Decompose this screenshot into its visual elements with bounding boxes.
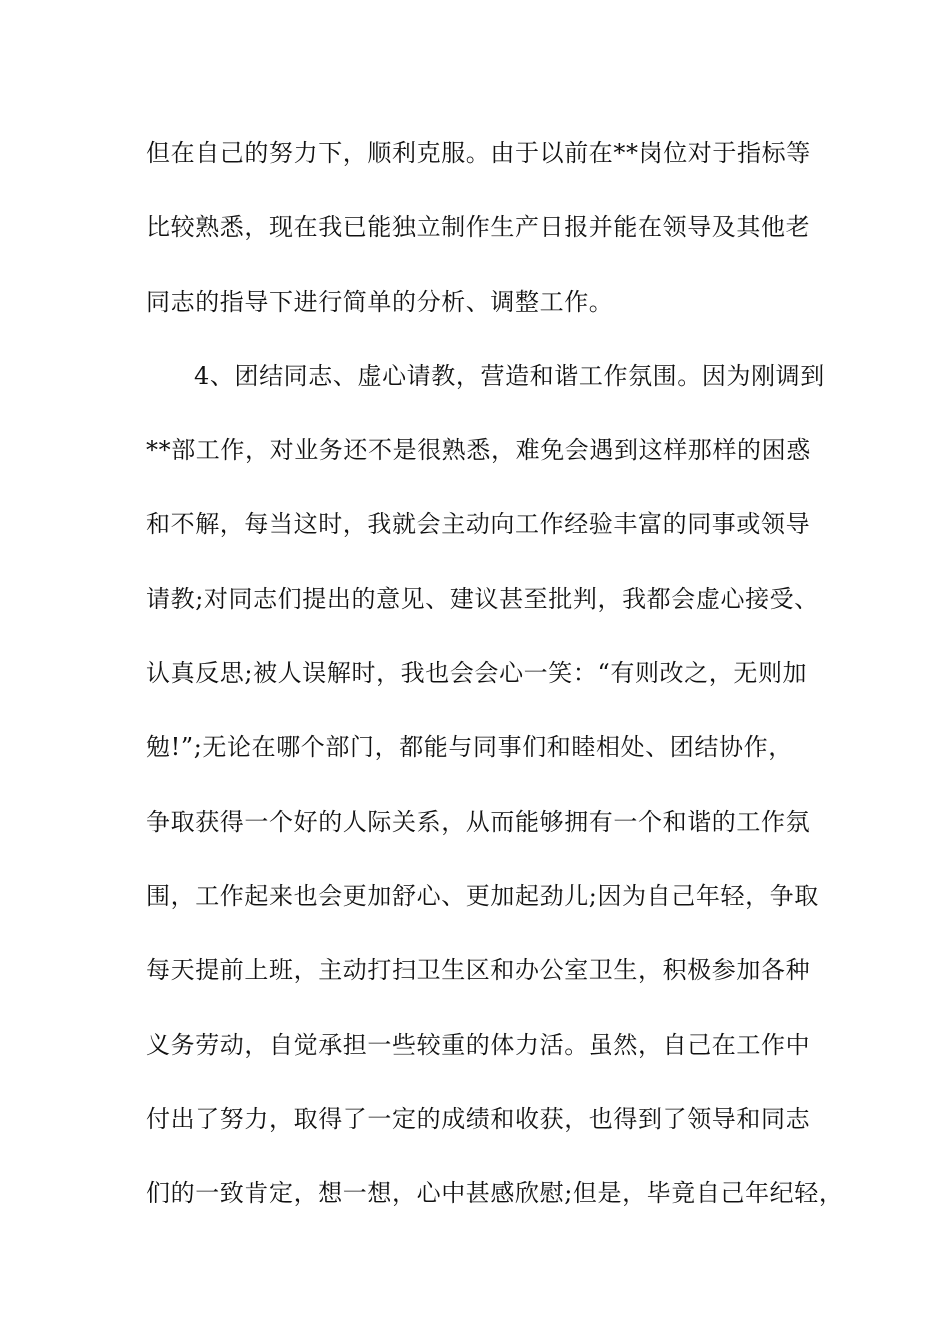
text-line: 付出了努力，取得了一定的成绩和收获，也得到了领导和同志 xyxy=(146,1104,811,1133)
text-line: 但在自己的努力下，顺利克服。由于以前在**岗位对于指标等 xyxy=(146,139,811,167)
text-line: 同志的指导下进行简单的分析、调整工作。 xyxy=(146,287,614,316)
text-line: 争取获得一个好的人际关系，从而能够拥有一个和谐的工作氛 xyxy=(146,807,811,836)
text-line: 认真反思;被人误解时，我也会会心一笑：“有则改之，无则加 xyxy=(146,659,808,688)
text-line: 和不解，每当这时，我就会主动向工作经验丰富的同事或领导 xyxy=(146,510,811,539)
text-line: 比较熟悉，现在我已能独立制作生产日报并能在领导及其他老 xyxy=(146,213,811,242)
text-line: 请教;对同志们提出的意见、建议甚至批判，我都会虚心接受、 xyxy=(146,584,819,613)
text-line: 义务劳动，自觉承担一些较重的体力活。虽然，自己在工作中 xyxy=(146,1030,811,1059)
text-line: 勉!”;无论在哪个部门，都能与同事们和睦相处、团结协作， xyxy=(146,733,793,762)
text-line: 每天提前上班，主动打扫卫生区和办公室卫生，积极参加各种 xyxy=(146,956,811,985)
text-line: **部工作，对业务还不是很熟悉，难免会遇到这样那样的困惑 xyxy=(146,436,811,465)
text-line: 围，工作起来也会更加舒心、更加起劲儿;因为自己年轻，争取 xyxy=(146,881,819,910)
paragraph-4-first-line: 4、团结同志、虚心请教，营造和谐工作氛围。因为刚调到 xyxy=(194,361,825,390)
body-text xyxy=(146,128,846,1242)
text-line: 们的一致肯定，想一想，心中甚感欣慰;但是，毕竟自己年纪轻， xyxy=(146,1179,844,1208)
